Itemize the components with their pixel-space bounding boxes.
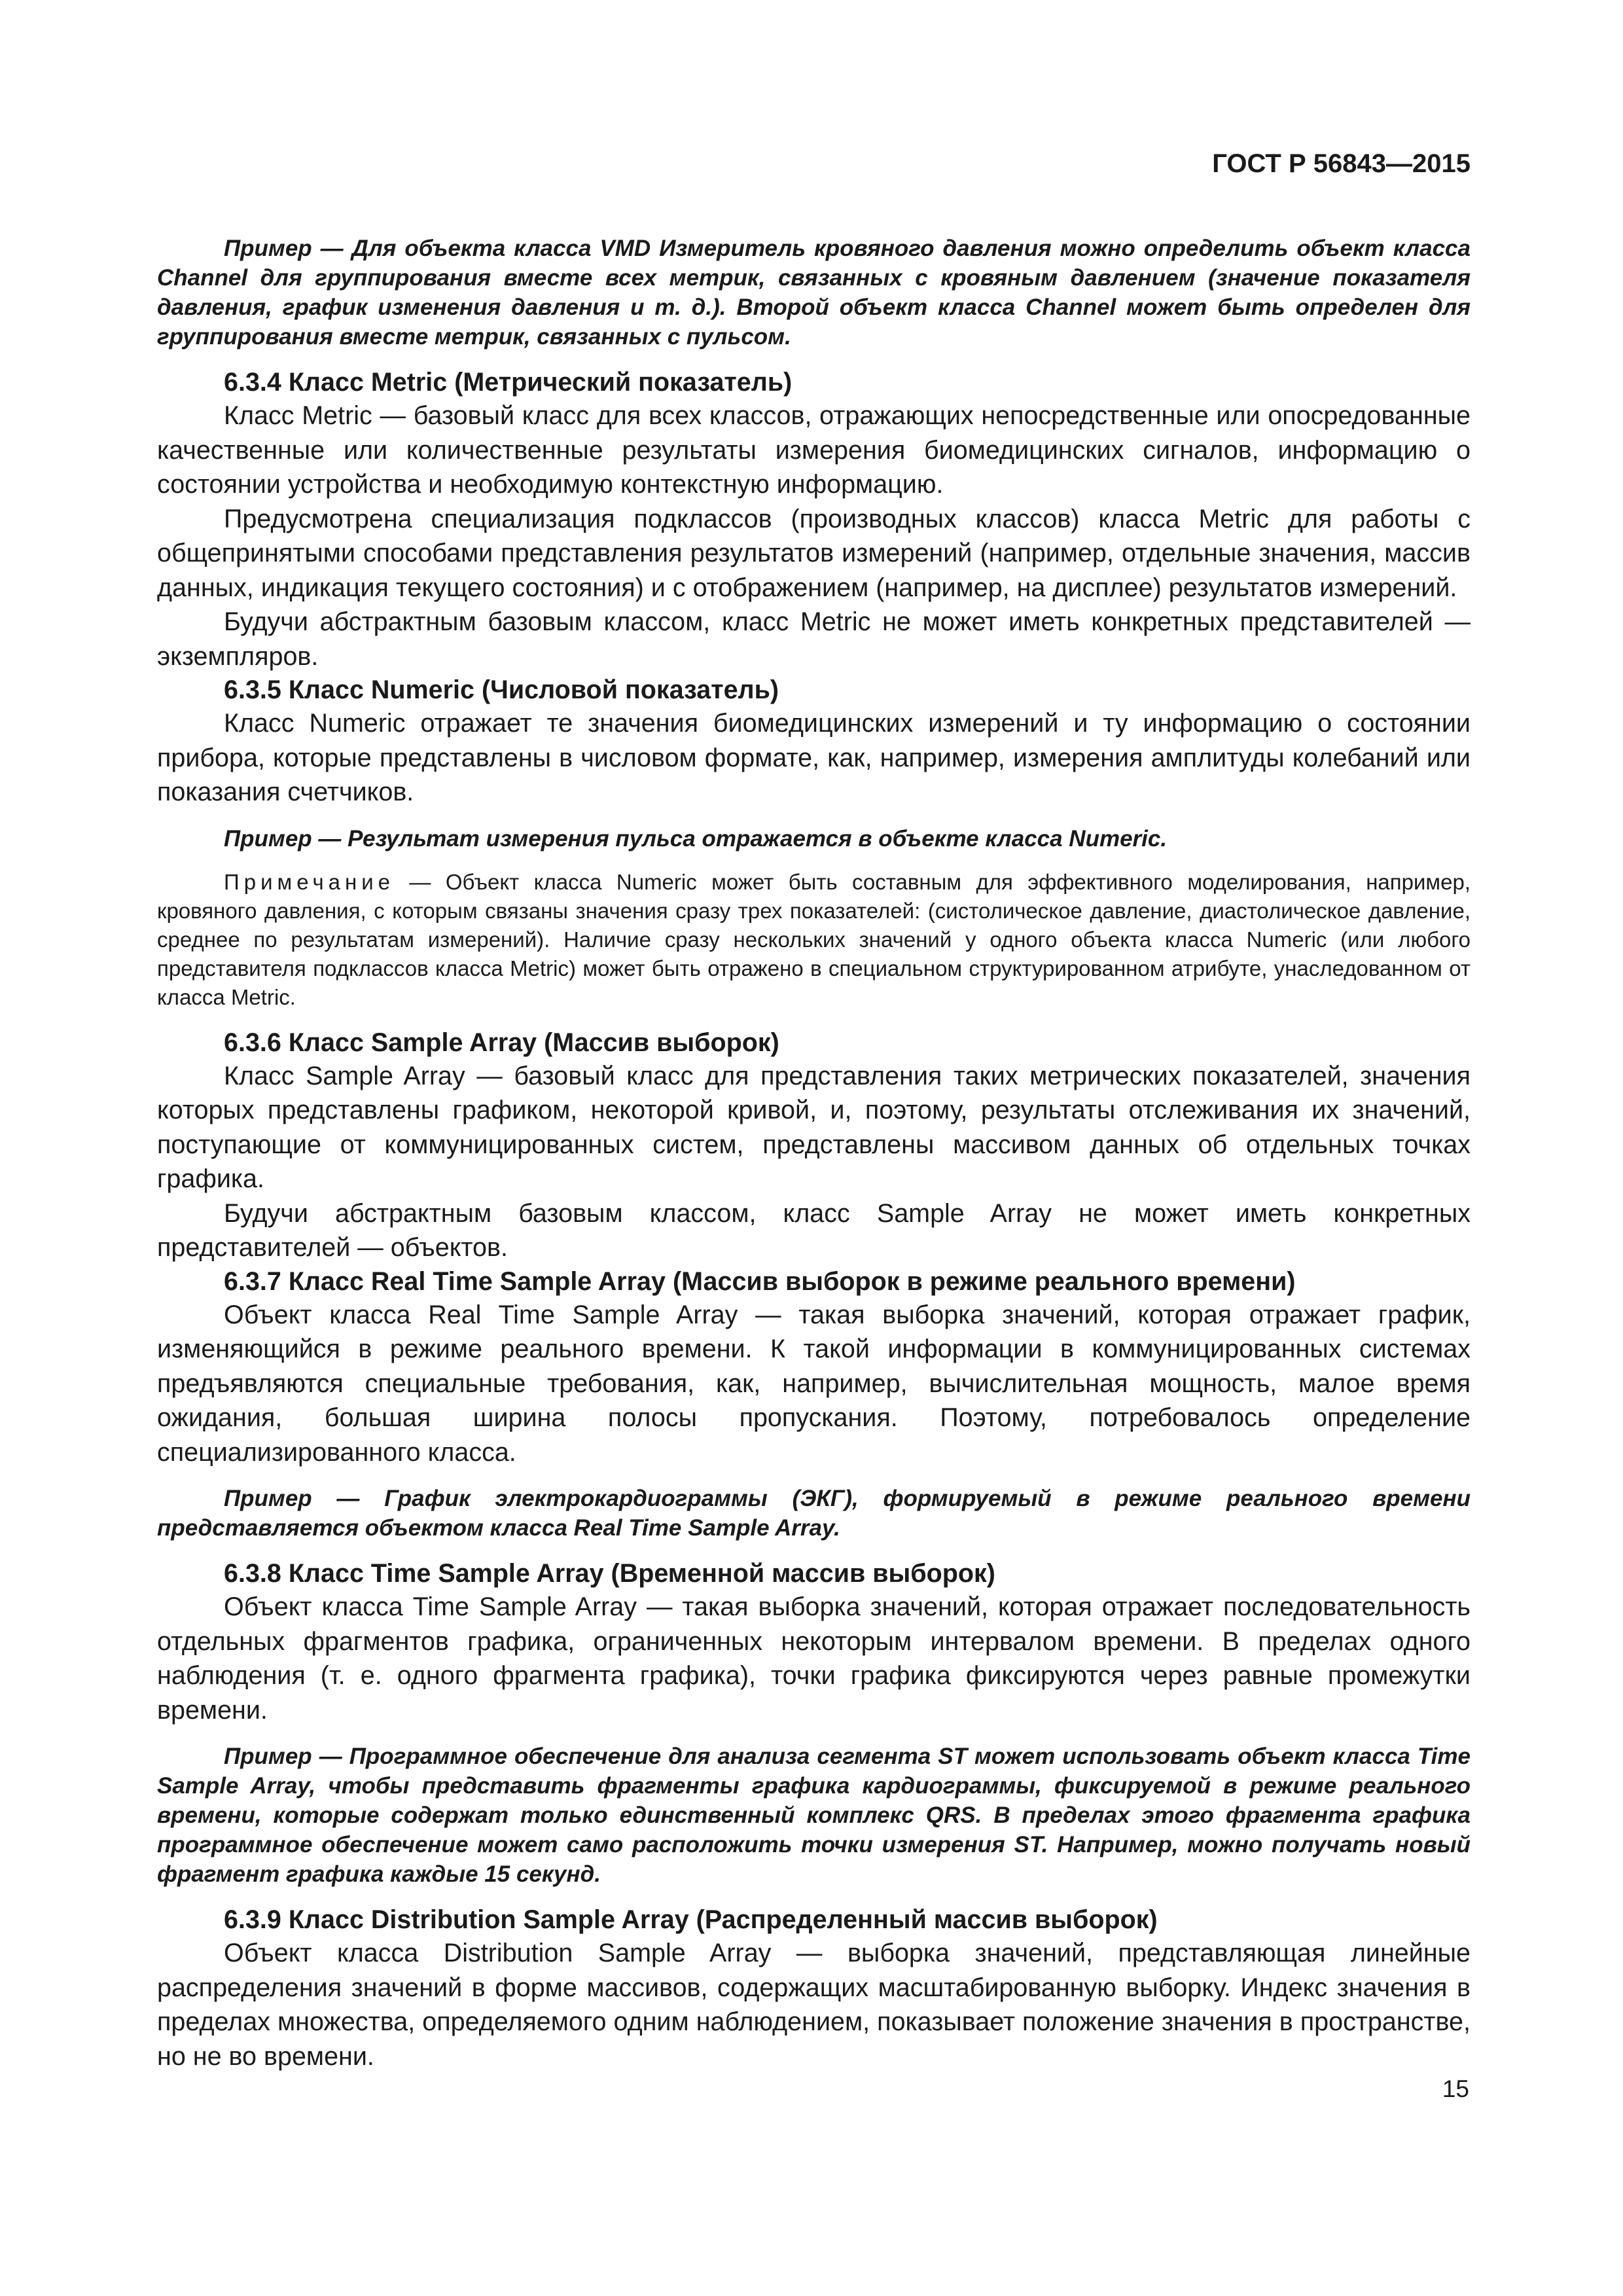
document-body xyxy=(157,234,1471,2073)
example-numeric: Пример — Результат измерения пульса отражается в объекте класса Numeric. xyxy=(224,825,1168,852)
heading-6-3-6: 6.3.6 Класс Sample Array (Массив выборок) xyxy=(224,1028,779,1057)
paragraph-real-time-1: Объект класса Real Time Sample Array — такая выборка значений, которая отражает график, изменяющийся в режиме реального времени. К такой информации в коммуницированных системах предъявляются специальные требования, как, например, вычислительная мощность, малое время ожидания, большая ширина полосы пропускания. Поэтому, потребовалось определение специализированного класса. xyxy=(157,1300,1471,1467)
heading-6-3-9: 6.3.9 Класс Distribution Sample Array (Распределенный массив выборок) xyxy=(224,1905,1158,1934)
heading-6-3-8: 6.3.8 Класс Time Sample Array (Временной массив выборок) xyxy=(224,1559,995,1588)
paragraph-time-sample-1: Объект класса Time Sample Array — такая выборка значений, которая отражает последовательность отдельных фрагментов графика, ограниченных некоторым интервалом времени. В пределах одного наблюдения (т. е. одного фрагмента графика), точки графика фиксируются через равные промежутки времени. xyxy=(157,1592,1471,1725)
paragraph-metric-3: Будучи абстрактным базовым классом, класс Metric не может иметь конкретных представителей — экземпляров. xyxy=(157,607,1471,671)
heading-6-3-4: 6.3.4 Класс Metric (Метрический показатель) xyxy=(224,368,793,397)
paragraph-sample-array-2: Будучи абстрактным базовым классом, класс Sample Array не может иметь конкретных представителей — объектов. xyxy=(157,1198,1471,1262)
note-label: Примечание xyxy=(224,869,395,894)
heading-6-3-5: 6.3.5 Класс Numeric (Числовой показатель) xyxy=(224,675,779,704)
document-code: ГОСТ Р 56843—2015 xyxy=(1212,149,1471,178)
paragraph-numeric-1: Класс Numeric отражает те значения биомедицинских измерений и ту информацию о состоянии прибора, которые представлены в числовом формате, как, например, измерения амплитуды колебаний или показания счетчиков. xyxy=(157,709,1471,806)
page-number: 15 xyxy=(1442,2075,1469,2102)
note-text: — Объект класса Numeric может быть составным для эффективного моделирования, например, кровяного давления, с которым связаны значения сразу трех показателей: (систолическое давление, диастолическое давление, среднее по результатам измерений). Наличие сразу нескольких значений у одного объекта класса Numeric (или любого представителя подклассов класса Metric) может быть отражено в специальном структурированном атрибуте, унаследованном от класса Metric. xyxy=(157,869,1471,1009)
example-real-time: Пример — График электрокардиограммы (ЭКГ), формируемый в режиме реального времени представляется объектом класса Real Time Sample Array. xyxy=(157,1486,1471,1541)
heading-6-3-7: 6.3.7 Класс Real Time Sample Array (Массив выборок в режиме реального времени) xyxy=(224,1266,1296,1296)
paragraph-metric-1: Класс Metric — базовый класс для всех классов, отражающих непосредственные или опосредованные качественные или количественные результаты измерения биомедицинских сигналов, информацию о состоянии устройства и необходимую контекстную информацию. xyxy=(157,401,1471,499)
example-vmd: Пример — Для объекта класса VMD Измеритель кровяного давления можно определить объект класса Channel для группирования вместе всех метрик, связанных с кровяным давлением (значение показателя давления, график изменения давления и т. д.). Второй объект класса Channel может быть определен для группирования вместе метрик, связанных с пульсом. xyxy=(157,236,1471,350)
paragraph-sample-array-1: Класс Sample Array — базовый класс для представления таких метрических показателей, значения которых представлены графиком, некоторой кривой, и, поэтому, результаты отслеживания их значений, поступающие от коммуницированных систем, представлены массивом данных об отдельных точках графика. xyxy=(157,1061,1471,1193)
paragraph-distribution-1: Объект класса Distribution Sample Array — выборка значений, представляющая линейные распределения значений в форме массивов, содержащих масштабированную выборку. Индекс значения в пределах множества, определяемого одним наблюдением, показывает положение значения в пространстве, но не во времени. xyxy=(157,1939,1471,2071)
example-st-segment: Пример — Программное обеспечение для анализа сегмента ST может использовать объект класса Time Sample Array, чтобы представить фрагменты графика кардиограммы, фиксируемой в режиме реального времени, которые содержат только единственный комплекс QRS. В пределах этого фрагмента графика программное обеспечение может само расположить точки измерения ST. Например, можно получать новый фрагмент графика каждые 15 секунд. xyxy=(157,1744,1471,1887)
note-numeric xyxy=(157,868,1471,1012)
paragraph-metric-2: Предусмотрена специализация подклассов (производных классов) класса Metric для работы с общепринятыми способами представления результатов измерений (например, отдельные значения, массив данных, индикация текущего состояния) и с отображением (например, на дисплее) результатов измерений. xyxy=(157,504,1471,602)
